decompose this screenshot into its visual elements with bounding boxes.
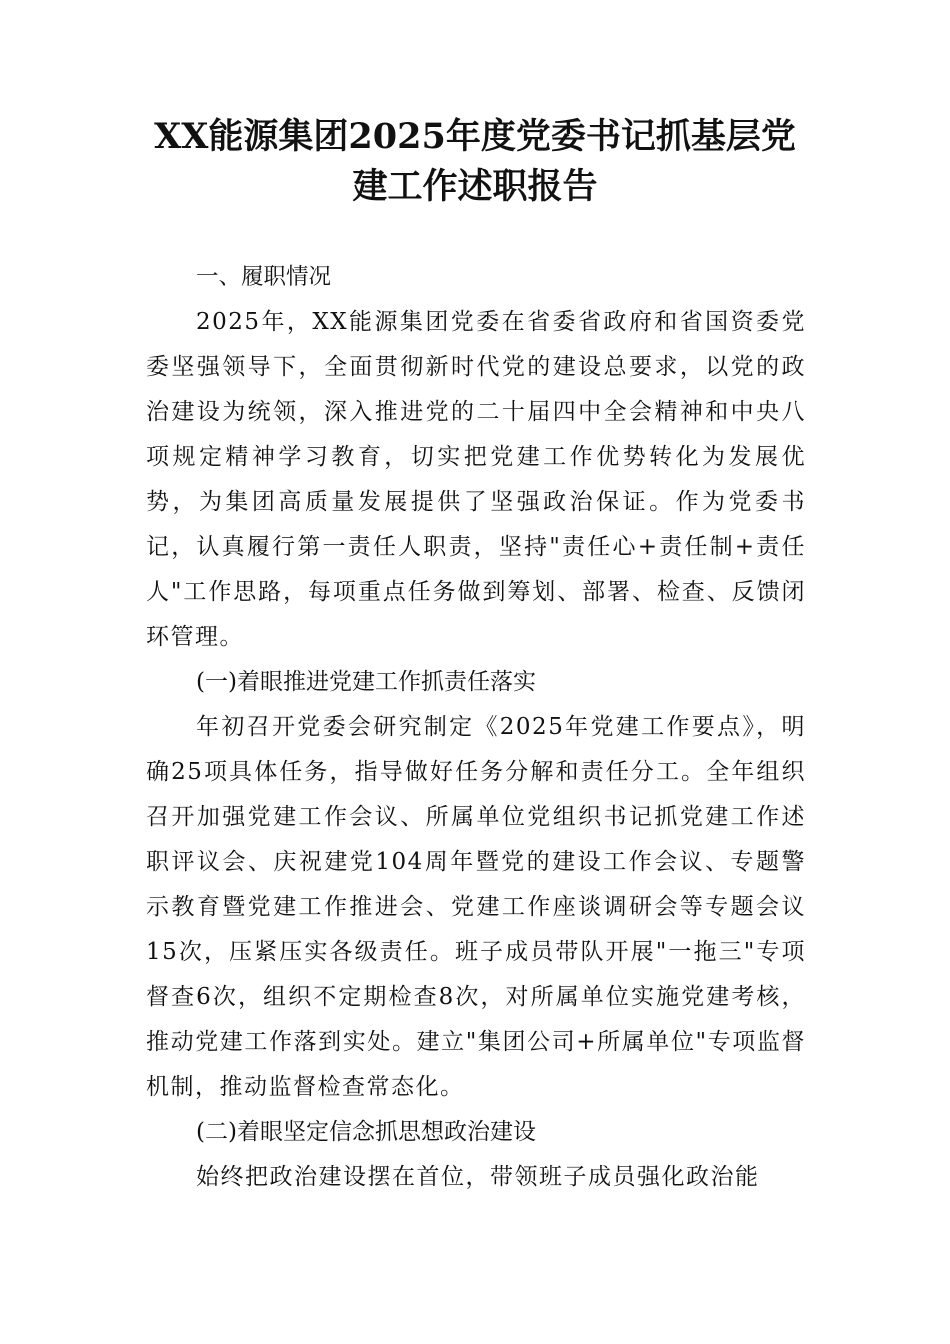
document-body xyxy=(146,255,806,1200)
subsection-heading-ideology: (二)着眼坚定信念抓思想政治建设 xyxy=(196,1119,536,1145)
paragraph-overview: 2025年，XX能源集团党委在省委省政府和省国资委党委坚强领导下，全面贯彻新时代党的建设总要求，以党的政治建设为统领，深入推进党的二十届四中全会精神和中央八项规定精神学习教育，切实把党建工作优势转化为发展优势，为集团高质量发展提供了坚强政治保证。作为党委书记，认真履行第一责任人职责，坚持"责任心+责任制+责任人"工作思路，每项重点任务做到筹划、部署、检查、反馈闭环管理。 xyxy=(146,309,806,650)
title-line-2: 建工作述职报告 xyxy=(352,166,598,207)
section-heading-performance: 一、履职情况 xyxy=(196,264,332,290)
paragraph-ideology: 始终把政治建设摆在首位，带领班子成员强化政治能 xyxy=(196,1164,760,1190)
document-title xyxy=(100,112,850,212)
subsection-heading-responsibility: (一)着眼推进党建工作抓责任落实 xyxy=(196,669,536,695)
paragraph-responsibility: 年初召开党委会研究制定《2025年党建工作要点》，明确25项具体任务，指导做好任务分解和责任分工。全年组织召开加强党建工作会议、所属单位党组织书记抓党建工作述职评议会、庆祝建党104周年暨党的建设工作会议、专题警示教育暨党建工作推进会、党建工作座谈调研会等专题会议15次，压紧压实各级责任。班子成员带队开展"一拖三"专项督查6次，组织不定期检查8次，对所属单位实施党建考核，推动党建工作落到实处。建立"集团公司+所属单位"专项监督机制，推动监督检查常态化。 xyxy=(146,714,806,1100)
title-line-1: XX能源集团2025年度党委书记抓基层党 xyxy=(154,116,796,157)
